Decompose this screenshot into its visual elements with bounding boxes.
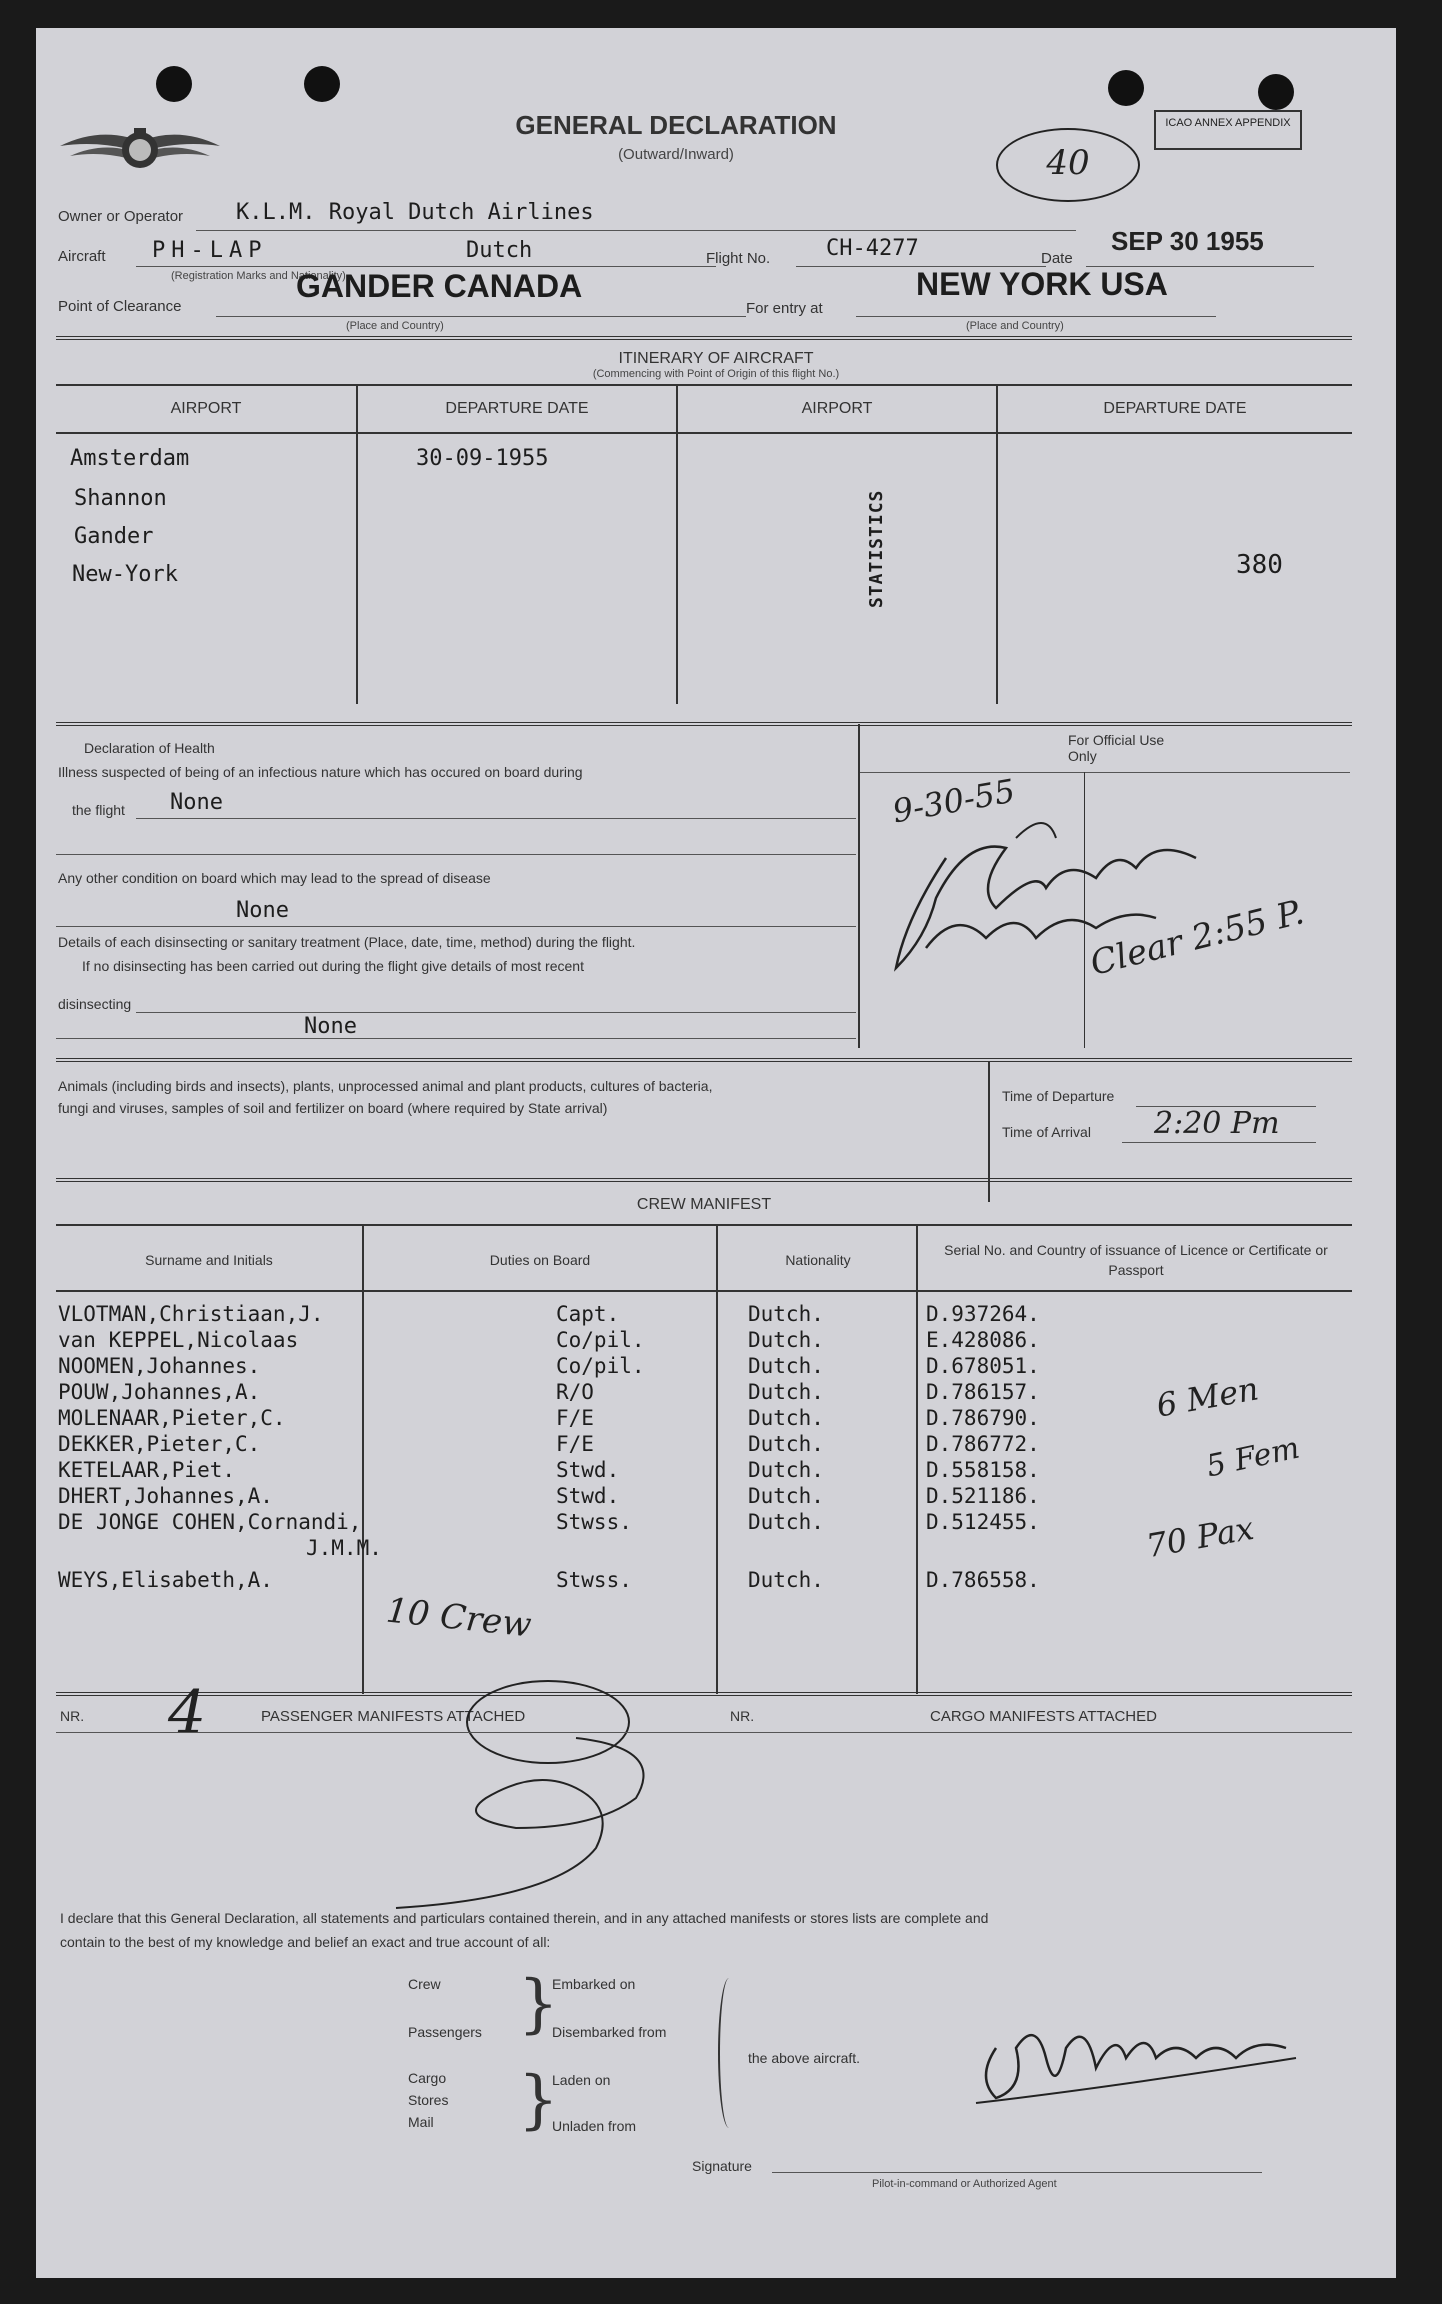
arrival-time-value: 2:20 Pm: [1154, 1106, 1280, 1141]
crew-serial: D.786772.: [926, 1432, 1040, 1456]
clearance-place-note: (Place and Country): [346, 320, 444, 332]
arrival-time-label: Time of Arrival: [1002, 1124, 1091, 1140]
aircraft-value: PH-LAP: [152, 238, 268, 263]
crew-name: DE JONGE COHEN,Cornandi,: [58, 1510, 362, 1534]
declaration-text-1: I declare that this General Declaration, all statements and particulars contained therein, and in any attached manifests or stores lists are complete and: [60, 1910, 989, 1926]
signature-label: Signature: [692, 2158, 752, 2174]
pilot-signature-image: [956, 1988, 1336, 2118]
passenger-manifests-label: PASSENGER MANIFESTS ATTACHED: [261, 1708, 526, 1725]
crew-nationality: Dutch.: [748, 1380, 824, 1404]
health-illness-text: Illness suspected of being of an infectious nature which has occured on board during: [58, 764, 583, 780]
punch-hole: [156, 66, 192, 102]
manifest-scribble-image: [336, 1718, 816, 1918]
crew-hand-note-2: 5 Fem: [1203, 1430, 1303, 1485]
declaration-text-2: contain to the best of my knowledge and belief an exact and true account of all:: [60, 1934, 551, 1950]
clearance-label: Point of Clearance: [58, 298, 182, 315]
aircraft-label: Aircraft: [58, 248, 106, 265]
form-subtitle: (Outward/Inward): [618, 146, 734, 163]
crew-col-serial: Serial No. and Country of issuance of Licence or Certificate or Passport: [944, 1242, 1328, 1278]
crew-serial: D.786157.: [926, 1380, 1040, 1404]
form-number: 40: [996, 128, 1140, 202]
crew-col-name: Surname and Initials: [145, 1252, 273, 1268]
crew-duty: Stwss.: [556, 1568, 632, 1592]
crew-name: WEYS,Elisabeth,A.: [58, 1568, 273, 1592]
owner-label: Owner or Operator: [58, 208, 184, 225]
declaration-form: [36, 28, 1396, 2278]
brace-icon: }: [518, 1967, 559, 2041]
crew-name: DHERT,Johannes,A.: [58, 1484, 273, 1508]
col-airport: AIRPORT: [170, 400, 242, 417]
statistics-stamp: STATISTICS: [866, 489, 887, 608]
entry-place-note: (Place and Country): [966, 320, 1064, 332]
crew-title: CREW MANIFEST: [636, 1196, 772, 1213]
punch-hole: [304, 66, 340, 102]
airport-1: Amsterdam: [70, 446, 190, 471]
entry-value: NEW YORK USA: [916, 266, 1168, 302]
health-other-value: None: [236, 898, 289, 923]
crew-name: POUW,Johannes,A.: [58, 1380, 261, 1404]
form-title: GENERAL DECLARATION: [515, 110, 837, 140]
date-label: Date: [1041, 250, 1073, 267]
crew-name: VLOTMAN,Christiaan,J.: [58, 1302, 324, 1326]
crew-name: J.M.M.: [306, 1536, 382, 1560]
crew-duty: Stwd.: [556, 1484, 620, 1508]
decl-action-disembarked: Disembarked from: [552, 2024, 667, 2040]
decl-action-embarked: Embarked on: [552, 1976, 636, 1992]
departure-time-label: Time of Departure: [1002, 1088, 1115, 1104]
cargo-manifests-label: CARGO MANIFESTS ATTACHED: [930, 1708, 1157, 1725]
airport-4: New-York: [72, 562, 178, 587]
animals-text-2: fungi and viruses, samples of soil and fertilizer on board (where required by State arrival): [58, 1100, 608, 1116]
crew-col-duties: Duties on Board: [489, 1252, 591, 1268]
airport-2: Shannon: [74, 486, 167, 511]
crew-nationality: Dutch.: [748, 1328, 824, 1352]
decl-item-cargo: Cargo: [408, 2070, 447, 2086]
health-title: Declaration of Health: [84, 740, 215, 756]
health-disinfect-value: None: [304, 1014, 357, 1039]
crew-name: NOOMEN,Johannes.: [58, 1354, 261, 1378]
passenger-nr-label: NR.: [60, 1708, 85, 1724]
registration-note: (Registration Marks and Nationality): [171, 270, 346, 282]
animals-text-1: Animals (including birds and insects), plants, unprocessed animal and plant products, cultures of bacteria,: [58, 1078, 713, 1094]
itinerary-subtitle: (Commencing with Point of Origin of this flight No.): [592, 368, 840, 380]
crew-serial: D.558158.: [926, 1458, 1040, 1482]
health-flight-value: None: [170, 790, 223, 815]
crew-serial: D.678051.: [926, 1354, 1040, 1378]
health-flight-label: the flight: [72, 802, 125, 818]
crew-nationality: Dutch.: [748, 1302, 824, 1326]
punch-hole: [1108, 70, 1144, 106]
col-departure-2: DEPARTURE DATE: [1103, 400, 1247, 417]
cargo-nr-label: NR.: [730, 1708, 755, 1724]
crew-col-nationality: Nationality: [785, 1252, 851, 1268]
itinerary-number: 380: [1236, 550, 1283, 580]
crew-serial: D.786558.: [926, 1568, 1040, 1592]
crew-nationality: Dutch.: [748, 1458, 824, 1482]
crew-hand-total: 10 Crew: [384, 1590, 534, 1646]
crew-nationality: Dutch.: [748, 1406, 824, 1430]
crew-nationality: Dutch.: [748, 1354, 824, 1378]
signature-note: Pilot-in-command or Authorized Agent: [872, 2178, 1057, 2190]
crew-duty: Capt.: [556, 1302, 620, 1326]
entry-label: For entry at: [746, 300, 823, 317]
official-handwritten-note: Clear 2:55 P.: [1086, 892, 1308, 984]
crew-duty: R/O: [556, 1380, 594, 1404]
flight-label: Flight No.: [706, 250, 771, 267]
crew-duty: Co/pil.: [556, 1354, 645, 1378]
punch-hole: [1258, 74, 1294, 110]
crew-serial: D.937264.: [926, 1302, 1040, 1326]
crew-serial: E.428086.: [926, 1328, 1040, 1352]
airport-3: Gander: [74, 524, 154, 549]
crew-serial: D.512455.: [926, 1510, 1040, 1534]
crew-duty: Co/pil.: [556, 1328, 645, 1352]
decl-action-unladen: Unladen from: [552, 2118, 637, 2134]
crew-duty: F/E: [556, 1406, 594, 1430]
decl-action-laden: Laden on: [552, 2072, 611, 2088]
klm-logo-icon: [60, 116, 220, 186]
health-other-text: Any other condition on board which may lead to the spread of disease: [58, 870, 491, 886]
official-use-label: For Official Use Only: [1068, 732, 1165, 764]
crew-duty: Stwd.: [556, 1458, 620, 1482]
decl-item-mail: Mail: [408, 2114, 434, 2130]
clearance-value: GANDER CANADA: [296, 268, 583, 304]
health-disinfect-text-1: Details of each disinsecting or sanitary treatment (Place, date, time, method) during the flight.: [58, 934, 636, 950]
crew-nationality: Dutch.: [748, 1510, 824, 1534]
passenger-nr-value: 4: [168, 1678, 207, 1748]
date-value: SEP 30 1955: [1111, 226, 1264, 256]
decl-item-crew: Crew: [408, 1976, 441, 1992]
itinerary-title: ITINERARY OF AIRCRAFT: [618, 350, 814, 367]
brace-icon: [718, 1978, 740, 2128]
crew-nationality: Dutch.: [748, 1568, 824, 1592]
crew-serial: D.521186.: [926, 1484, 1040, 1508]
crew-serial: D.786790.: [926, 1406, 1040, 1430]
official-handwritten-date: 9-30-55: [889, 771, 1018, 831]
crew-nationality: Dutch.: [748, 1484, 824, 1508]
decl-item-stores: Stores: [408, 2092, 449, 2108]
crew-hand-note-3: 70 Pax: [1143, 1508, 1257, 1566]
crew-name: DEKKER,Pieter,C.: [58, 1432, 261, 1456]
crew-name: KETELAAR,Piet.: [58, 1458, 236, 1482]
brace-icon: }: [518, 2063, 559, 2137]
crew-name: MOLENAAR,Pieter,C.: [58, 1406, 286, 1430]
crew-duty: F/E: [556, 1432, 594, 1456]
nationality-value: Dutch: [466, 238, 533, 263]
owner-value: K.L.M. Royal Dutch Airlines: [236, 200, 594, 225]
departure-date-1: 30-09-1955: [416, 446, 549, 471]
icao-box: ICAO ANNEX APPENDIX: [1154, 110, 1302, 150]
decl-above-aircraft: the above aircraft.: [748, 2050, 861, 2066]
health-disinfect-label: disinsecting: [58, 996, 132, 1012]
col-departure: DEPARTURE DATE: [445, 400, 589, 417]
crew-name: van KEPPEL,Nicolaas: [58, 1328, 299, 1352]
health-disinfect-text-2: If no disinsecting has been carried out during the flight give details of most recent: [82, 958, 584, 974]
col-airport-2: AIRPORT: [801, 400, 873, 417]
crew-nationality: Dutch.: [748, 1432, 824, 1456]
decl-item-passengers: Passengers: [408, 2024, 482, 2040]
crew-hand-note-1: 6 Men: [1153, 1369, 1262, 1425]
flight-value: CH-4277: [826, 236, 919, 261]
inspector-signature-image: [866, 798, 1246, 1008]
crew-duty: Stwss.: [556, 1510, 632, 1534]
